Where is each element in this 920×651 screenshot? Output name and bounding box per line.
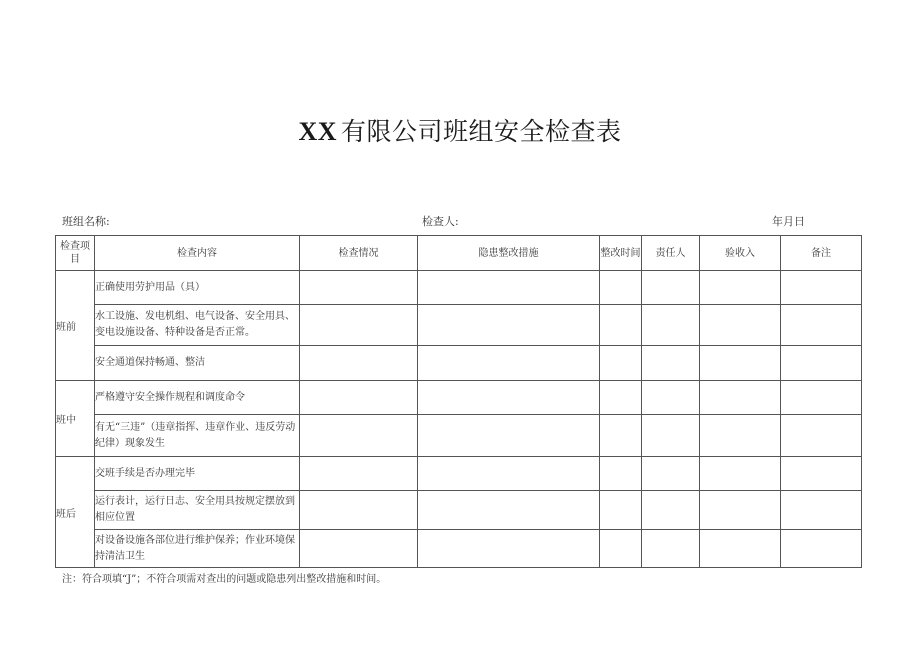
measures-cell[interactable] <box>418 491 600 530</box>
owner-cell[interactable] <box>642 305 700 346</box>
time-cell[interactable] <box>600 271 642 305</box>
acceptor-cell[interactable] <box>700 415 781 457</box>
group-label-during-shift: 班中 <box>56 381 95 457</box>
acceptor-cell[interactable] <box>700 491 781 530</box>
status-cell[interactable] <box>300 346 418 381</box>
status-cell[interactable] <box>300 530 418 568</box>
team-name-label: 班组名称: <box>62 215 110 228</box>
table-row <box>56 530 862 568</box>
header-time: 整改时间 <box>600 236 642 271</box>
remarks-cell[interactable] <box>781 530 862 568</box>
check-content: 对设备设施各部位进行维护保养；作业环境保持清洁卫生 <box>95 530 300 568</box>
status-cell[interactable] <box>300 271 418 305</box>
check-content: 严格遵守安全操作规程和调度命令 <box>95 381 300 415</box>
status-cell[interactable] <box>300 381 418 415</box>
status-cell[interactable] <box>300 415 418 457</box>
owner-cell[interactable] <box>642 381 700 415</box>
owner-cell[interactable] <box>642 415 700 457</box>
remarks-cell[interactable] <box>781 415 862 457</box>
time-cell[interactable] <box>600 415 642 457</box>
check-content: 有无“三违”（违章指挥、违章作业、违反劳动纪律）现象发生 <box>95 415 300 457</box>
measures-cell[interactable] <box>418 415 600 457</box>
header-measures: 隐患整改措施 <box>418 236 600 271</box>
remarks-cell[interactable] <box>781 305 862 346</box>
header-row <box>56 236 862 271</box>
header-acceptor: 验收入 <box>700 236 781 271</box>
time-cell[interactable] <box>600 457 642 491</box>
owner-cell[interactable] <box>642 491 700 530</box>
inspection-table <box>55 235 862 568</box>
check-content: 交班手续是否办理完毕 <box>95 457 300 491</box>
table-row <box>56 457 862 491</box>
group-label-before-shift: 班前 <box>56 271 95 381</box>
table-row <box>56 305 862 346</box>
status-cell[interactable] <box>300 305 418 346</box>
measures-cell[interactable] <box>418 457 600 491</box>
measures-cell[interactable] <box>418 271 600 305</box>
table-row <box>56 381 862 415</box>
time-cell[interactable] <box>600 305 642 346</box>
page-title <box>0 116 920 148</box>
header-status: 检查情况 <box>300 236 418 271</box>
acceptor-cell[interactable] <box>700 271 781 305</box>
owner-cell[interactable] <box>642 457 700 491</box>
measures-cell[interactable] <box>418 346 600 381</box>
table-row <box>56 415 862 457</box>
remarks-cell[interactable] <box>781 457 862 491</box>
owner-cell[interactable] <box>642 271 700 305</box>
measures-cell[interactable] <box>418 305 600 346</box>
time-cell[interactable] <box>600 530 642 568</box>
owner-cell[interactable] <box>642 530 700 568</box>
measures-cell[interactable] <box>418 530 600 568</box>
acceptor-cell[interactable] <box>700 530 781 568</box>
header-remarks: 备注 <box>781 236 862 271</box>
acceptor-cell[interactable] <box>700 457 781 491</box>
check-content: 安全通道保持畅通、整洁 <box>95 346 300 381</box>
footnote: 注：符合项填“J”；不符合项需对查出的问题或隐患列出整改措施和时间。 <box>62 574 387 585</box>
check-content: 运行表计，运行日志、安全用具按规定摆放到相应位置 <box>95 491 300 530</box>
header-item: 检查项目 <box>56 236 95 271</box>
group-label-after-shift: 班后 <box>56 457 95 568</box>
title-text: 有限公司班组安全检查表 <box>341 117 622 146</box>
remarks-cell[interactable] <box>781 346 862 381</box>
acceptor-cell[interactable] <box>700 346 781 381</box>
table-row <box>56 346 862 381</box>
status-cell[interactable] <box>300 491 418 530</box>
time-cell[interactable] <box>600 491 642 530</box>
status-cell[interactable] <box>300 457 418 491</box>
table-row <box>56 271 862 305</box>
check-content: 正确使用劳护用品（具） <box>95 271 300 305</box>
owner-cell[interactable] <box>642 346 700 381</box>
inspector-label: 检查人: <box>422 215 459 228</box>
time-cell[interactable] <box>600 381 642 415</box>
header-content: 检查内容 <box>95 236 300 271</box>
title-prefix: XX <box>298 117 338 146</box>
remarks-cell[interactable] <box>781 491 862 530</box>
check-content: 水工设施、发电机组、电气设备、安全用具、变电设施设备、特种设备是否正常。 <box>95 305 300 346</box>
date-label: 年月日 <box>772 215 805 228</box>
measures-cell[interactable] <box>418 381 600 415</box>
acceptor-cell[interactable] <box>700 305 781 346</box>
acceptor-cell[interactable] <box>700 381 781 415</box>
remarks-cell[interactable] <box>781 381 862 415</box>
time-cell[interactable] <box>600 346 642 381</box>
table-row <box>56 491 862 530</box>
remarks-cell[interactable] <box>781 271 862 305</box>
header-owner: 责任人 <box>642 236 700 271</box>
